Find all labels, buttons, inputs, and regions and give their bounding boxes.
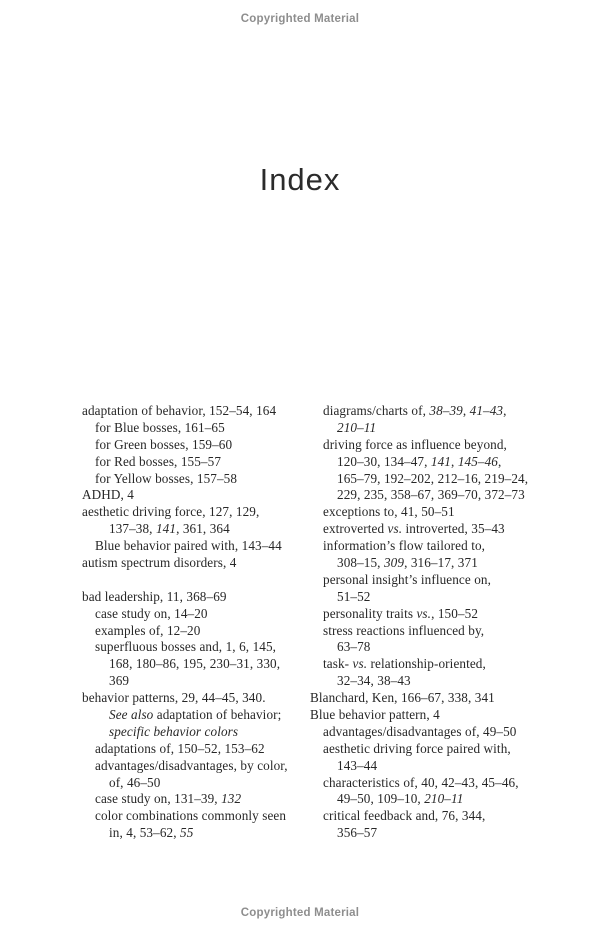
index-entry-text: case study on, 131–39, <box>95 791 222 807</box>
index-entry-line <box>310 471 560 488</box>
index-entry-italic-text: 38–39 <box>429 403 463 418</box>
index-entry-text: for Blue bosses, 161–65 <box>95 419 225 435</box>
index-entry-text: 369 <box>109 673 130 689</box>
index-entry-text: task- <box>323 656 353 672</box>
index-entry-text: , 316–17, 371 <box>404 555 478 571</box>
index-entry-line <box>310 724 560 741</box>
copyright-notice-bottom: Copyrighted Material <box>240 907 360 919</box>
index-entry-italic-text: 41–43 <box>469 403 504 418</box>
index-entry-line <box>82 504 310 521</box>
index-entry-text: Blue behavior pattern, 4 <box>310 707 440 723</box>
index-entry-text: of, 46–50 <box>109 774 161 790</box>
index-entry-text: 308–15, <box>337 555 384 571</box>
index-entry-line <box>310 825 560 842</box>
index-entry-text: for Red bosses, 155–57 <box>95 453 222 469</box>
index-entry-line <box>82 758 310 775</box>
index-entry-text: , <box>503 403 507 418</box>
index-entry-text: 120–30, 134–47, <box>337 453 431 469</box>
index-entry-line <box>310 623 560 640</box>
index-entry-text: advantages/disadvantages of, 49–50 <box>323 723 517 739</box>
index-entry-text: 168, 180–86, 195, 230–31, 330, <box>109 656 281 672</box>
index-entry-text: driving force as influence beyond, <box>323 436 507 452</box>
index-entry-line <box>310 454 560 471</box>
index-entry-line <box>82 420 310 437</box>
index-entry-text: in, 4, 53–62, <box>109 825 181 841</box>
index-entry-line <box>310 487 560 504</box>
index-entry-text: personality traits <box>323 605 417 621</box>
index-entry-italic-text: 309 <box>383 555 405 571</box>
index-entry-line <box>310 639 560 656</box>
index-entry-line <box>310 589 560 606</box>
index-entry-text: adaptations of, 150–52, 153–62 <box>95 740 265 756</box>
index-left-column <box>82 403 310 842</box>
index-entry-text: Blanchard, Ken, 166–67, 338, 341 <box>310 690 495 706</box>
index-entry-line <box>310 572 560 589</box>
index-entry-text: color combinations commonly seen <box>95 808 287 824</box>
index-entry-text: bad leadership, 11, 368–69 <box>82 588 227 604</box>
index-entry-line <box>82 808 310 825</box>
index-entry-text: diagrams/charts of, <box>323 403 430 418</box>
index-entry-text: characteristics of, 40, 42–43, 45–46, <box>323 774 519 790</box>
page-title: Index <box>259 162 341 197</box>
index-entry-line <box>82 555 310 572</box>
index-entry-text: , 361, 364 <box>176 521 230 537</box>
index-entry-line <box>310 707 560 724</box>
index-entry-line <box>82 606 310 623</box>
index-entry-line <box>82 791 310 808</box>
index-entry-line <box>82 521 310 538</box>
index-entry-text: 165–79, 192–202, 212–16, 219–24, <box>337 470 529 486</box>
index-entry-italic-text: 55 <box>180 825 194 841</box>
index-entry-line <box>82 707 310 724</box>
index-entry-line <box>82 775 310 792</box>
index-entry-text: aesthetic driving force, 127, 129, <box>82 504 260 520</box>
index-entry-line <box>310 791 560 808</box>
index-entry-italic-text: 210–11 <box>424 791 464 807</box>
index-entry-line <box>310 555 560 572</box>
index-entry-text: superfluous bosses and, 1, 6, 145, <box>95 639 277 655</box>
index-entry-text: 229, 235, 358–67, 369–70, 372–73 <box>337 487 525 503</box>
index-entry-line <box>82 487 310 504</box>
index-entry-line <box>310 606 560 623</box>
index-entry-text: information’s flow tailored to, <box>323 538 486 554</box>
index-entry-line <box>310 437 560 454</box>
index-entry-text: 356–57 <box>337 825 378 841</box>
index-entry-italic-text: 141 <box>430 453 452 469</box>
index-entry-line <box>82 825 310 842</box>
index-entry-italic-text: vs. <box>352 656 368 672</box>
index-entry-line <box>310 775 560 792</box>
index-entry-line <box>310 808 560 825</box>
index-entry-italic-text: vs. <box>387 521 403 537</box>
index-entry-line <box>310 521 560 538</box>
index-entry-line <box>310 538 560 555</box>
index-entry-italic-text: vs. <box>416 605 432 621</box>
index-entry-line <box>82 724 310 741</box>
index-entry-text: 63–78 <box>337 639 371 655</box>
index-entry-text: ADHD, 4 <box>82 487 134 503</box>
index-entry-text: , 150–52 <box>431 605 479 621</box>
index-entry-line <box>310 690 560 707</box>
index-entry-italic-text: See also <box>109 707 154 723</box>
index-entry-text: for Yellow bosses, 157–58 <box>95 470 238 486</box>
index-entry-text: adaptation of behavior, 152–54, 164 <box>82 403 277 418</box>
index-entry-line <box>310 656 560 673</box>
index-entry-text: advantages/disadvantages, by color, <box>95 757 288 773</box>
index-entry-text: 51–52 <box>337 588 371 604</box>
index-entry-italic-text: specific behavior colors <box>109 723 239 739</box>
index-entry-text: 143–44 <box>337 757 378 773</box>
index-entry-text: introverted, 35–43 <box>402 521 505 537</box>
index-entry-line <box>82 623 310 640</box>
index-entry-text: personal insight’s influence on, <box>323 571 492 587</box>
index-entry-line <box>82 589 310 606</box>
index-entry-italic-text: 145–46 <box>457 453 498 469</box>
index-entry-line <box>82 690 310 707</box>
index-entry-italic-text: 210–11 <box>337 419 377 435</box>
index-entry-line <box>82 639 310 656</box>
index-entry-line <box>310 741 560 758</box>
index-entry-text: relationship-oriented, <box>367 656 486 672</box>
index-entry-line <box>82 656 310 673</box>
index-entry-text: stress reactions influenced by, <box>323 622 485 638</box>
index-entry-line <box>82 403 310 420</box>
index-entry-text: case study on, 14–20 <box>95 605 208 621</box>
index-entry-line <box>82 437 310 454</box>
index-entry-text: autism spectrum disorders, 4 <box>82 555 237 571</box>
index-entry-text: adaptation of behavior; <box>153 707 282 723</box>
index-entry-text: , <box>497 453 502 469</box>
index-entry-text: , <box>462 403 470 418</box>
index-entry-line <box>310 504 560 521</box>
index-entry-text: 137–38, <box>109 521 156 537</box>
index-entry-line <box>82 538 310 555</box>
index-entry-line <box>82 673 310 690</box>
index-entry-line <box>310 420 560 437</box>
index-entry-text: for Green bosses, 159–60 <box>95 436 233 452</box>
index-entry-text: extroverted <box>323 521 388 537</box>
index-entry-italic-text: 132 <box>221 791 242 807</box>
index-entry-text: 32–34, 38–43 <box>337 673 411 689</box>
index-entry-text: examples of, 12–20 <box>95 622 201 638</box>
index-entry-text: exceptions to, 41, 50–51 <box>323 504 455 520</box>
index-entry-line <box>82 454 310 471</box>
index-entry-italic-text: 141 <box>155 521 177 537</box>
index-entry-text: , <box>451 453 458 469</box>
index-entry-text: critical feedback and, 76, 344, <box>323 808 486 824</box>
index-entry-line <box>310 758 560 775</box>
index-entry-line <box>82 471 310 488</box>
index-entry-line <box>82 741 310 758</box>
index-entry-text: aesthetic driving force paired with, <box>323 740 511 756</box>
copyright-notice-top: Copyrighted Material <box>240 13 360 25</box>
index-right-column <box>310 403 560 842</box>
index-entry-text: Blue behavior paired with, 143–44 <box>95 538 282 554</box>
index-entry-line <box>310 673 560 690</box>
index-entry-text: behavior patterns, 29, 44–45, 340. <box>82 690 266 706</box>
index-entry-line <box>310 403 560 420</box>
index-entry-text: 49–50, 109–10, <box>337 791 425 807</box>
